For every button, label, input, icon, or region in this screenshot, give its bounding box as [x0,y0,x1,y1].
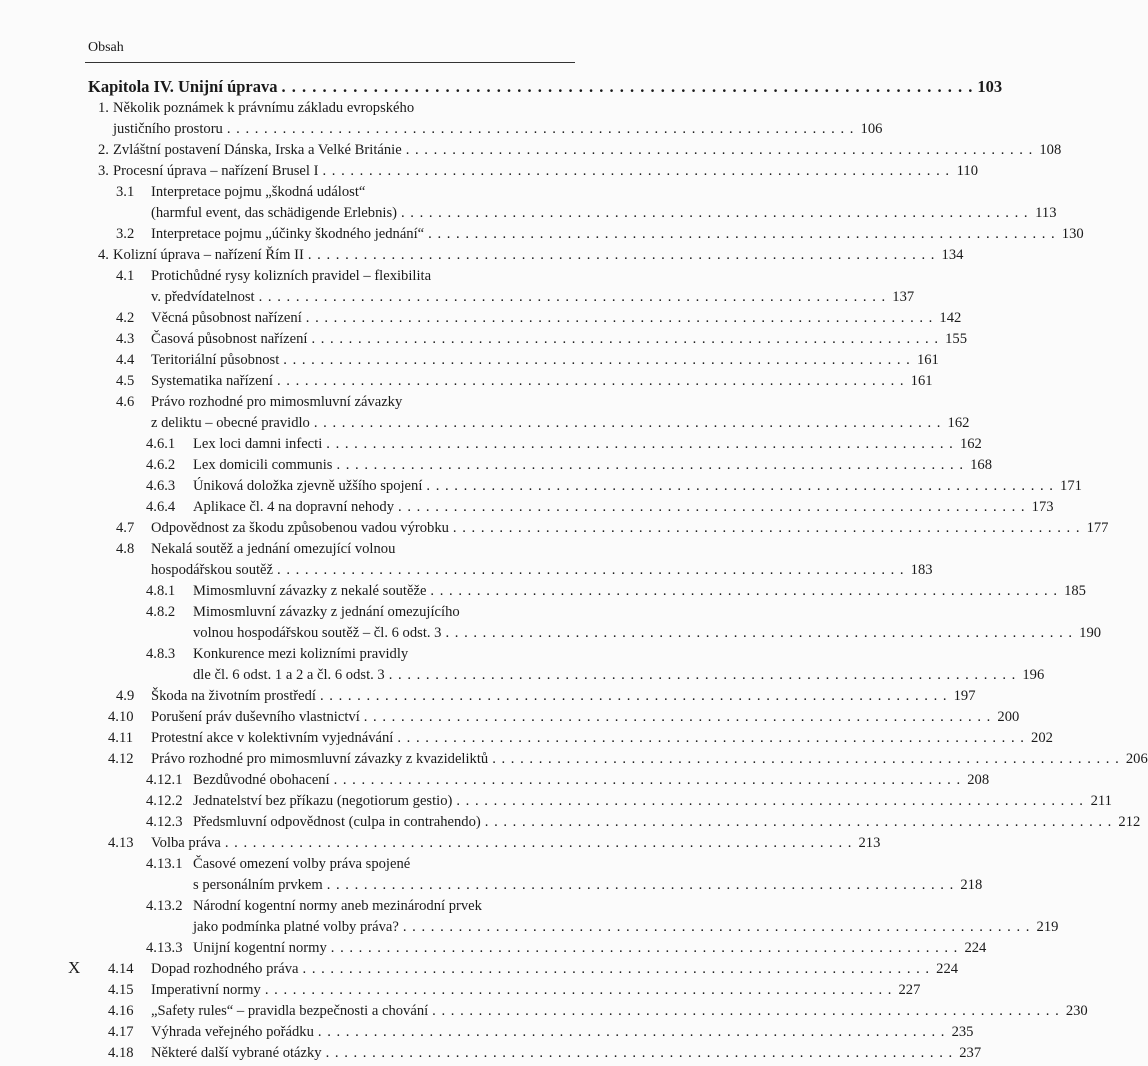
toc-page-number: 235 [951,1024,974,1040]
toc-entry-title: „Safety rules“ – pravidla bezpečnosti a chování [151,1003,429,1019]
toc-page-number: 206 [1125,751,1148,767]
table-of-contents [88,77,1148,1066]
toc-entry-title: Časová působnost nařízení [151,331,308,347]
dot-leader: . . . . . . . . . . . . . . . . . . . . . . . . . . . . . . . . . . . . . . . . . . . . . . . . . . . . . . . . . . . . . . . . . . . . [311,331,939,347]
toc-entry [88,814,1141,835]
toc-entry [88,940,987,961]
toc-page-number: 134 [941,247,964,263]
toc-entry-title: Úniková doložka zjevně užšího spojení [193,478,423,494]
toc-entry [88,1003,1088,1024]
dot-leader: . . . . . . . . . . . . . . . . . . . . . . . . . . . . . . . . . . . . . . . . . . . . . . . . . . . . . . . . . . . . . . . . . . . . [276,373,905,389]
toc-page-number: 162 [959,436,982,452]
dot-leader: . . . . . . . . . . . . . . . . . . . . . . . . . . . . . . . . . . . . . . . . . . . . . . . . . . . . . . . . . . . . . . . . . . . . [224,835,853,851]
toc-entry [88,520,1109,541]
toc-page-number: 137 [892,289,915,305]
dot-leader: . . . . . . . . . . . . . . . . . . . . . . . . . . . . . . . . . . . . . . . . . . . . . . . . . . . . . . . . . . . . . . . . . . . . [307,247,936,263]
toc-entry [88,982,921,1003]
toc-entry-title: s personálním prvkem [193,877,323,893]
toc-page-number: 202 [1031,730,1053,746]
toc-entry-title: Kapitola IV. Unijní úprava [88,77,278,96]
toc-entry-title: Mimosmluvní závazky z jednání omezujícího [193,604,460,620]
dot-leader: . . . . . . . . . . . . . . . . . . . . . . . . . . . . . . . . . . . . . . . . . . . . . . . . . . . . . . . . . . . . . . . . . . . . [333,772,962,788]
toc-entry-title: Škoda na životním prostředí [151,688,316,704]
toc-entry [88,625,1102,646]
toc-entry-number: 4.13.1 [146,856,183,872]
dot-leader: . . . . . . . . . . . . . . . . . . . . . . . . . . . . . . . . . . . . . . . . . . . . . . . . . . . . . . . . . . . . . . . . . . . . [319,688,948,704]
dot-leader: . . . . . . . . . . . . . . . . . . . . . . . . . . . . . . . . . . . . . . . . . . . . . . . . . . . . . . . . . . . . . . . . . . . . [325,1045,954,1061]
toc-entry-title: Předsmluvní odpovědnost (culpa in contrahendo) [193,814,481,830]
toc-chapter-heading [88,77,1003,100]
dot-leader: . . . . . . . . . . . . . . . . . . . . . . . . . . . . . . . . . . . . . . . . . . . . . . . . . . . . . . . . . . . . . . . . . . . . [405,142,1034,158]
toc-entry-number: 4.6.2 [146,457,176,473]
dot-leader: . . . . . . . . . . . . . . . . . . . . . . . . . . . . . . . . . . . . . . . . . . . . . . . . . . . . . . . . . . . . . . . . . . . . [398,499,1026,515]
dot-leader: . . . . . . . . . . . . . . . . . . . . . . . . . . . . . . . . . . . . . . . . . . . . . . . . . . . . . . . . . . . . . . . . . . . . [277,562,905,578]
toc-entry [88,919,1059,940]
toc-entry-number: 4.15 [108,982,134,998]
toc-entry-title: Protichůdné rysy kolizních pravidel – flexibilita [151,268,432,284]
toc-entry-title: Časové omezení volby práva spojené [193,856,411,872]
toc-page-number: 162 [947,415,970,431]
toc-entry [88,289,915,310]
toc-entry [88,877,983,898]
toc-entry-title: Teritoriální působnost [151,352,280,368]
toc-page-number: 230 [1065,1003,1088,1019]
toc-entry [88,688,976,709]
toc-entry [88,352,939,373]
toc-entry-number: 4.5 [116,373,135,389]
toc-entry-title: (harmful event, das schädigende Erlebnis) [151,205,397,221]
toc-entry [88,142,1062,163]
running-head: Obsah [88,40,124,55]
toc-entry [88,457,992,478]
dot-leader: . . . . . . . . . . . . . . . . . . . . . . . . . . . . . . . . . . . . . . . . . . . . . . . . . . . . . . . . . . . . . . . . . . . . [426,478,1054,494]
toc-page-number: 227 [898,982,921,998]
toc-entry-title: Výhrada veřejného pořádku [151,1024,314,1040]
toc-page-number: 237 [959,1045,982,1061]
toc-entry [88,898,573,919]
toc-entry-number: 4.8.3 [146,646,176,662]
toc-entry [88,394,573,415]
dot-leader: . . . . . . . . . . . . . . . . . . . . . . . . . . . . . . . . . . . . . . . . . . . . . . . . . . . . . . . . . . . . . . . . . . . . [281,77,974,96]
toc-page-number: 190 [1079,625,1102,641]
toc-entry-title: Kolizní úprava – nařízení Řím II [113,247,304,263]
toc-entry [88,499,1054,520]
toc-entry-title: Aplikace čl. 4 na dopravní nehody [193,499,395,515]
toc-page-number: 177 [1086,520,1109,536]
dot-leader: . . . . . . . . . . . . . . . . . . . . . . . . . . . . . . . . . . . . . . . . . . . . . . . . . . . . . . . . . . . . . . . . . . . . [302,961,931,977]
toc-entry-title: Odpovědnost za škodu způsobenou vadou výrobku [151,520,449,536]
toc-entry-number: 4.12 [108,751,134,767]
toc-page-number: 103 [977,77,1003,96]
toc-page-number: 183 [910,562,933,578]
dot-leader: . . . . . . . . . . . . . . . . . . . . . . . . . . . . . . . . . . . . . . . . . . . . . . . . . . . . . . . . . . . . . . . . . . . . [484,814,1113,830]
toc-entry [88,1045,982,1066]
toc-entry [88,772,990,793]
toc-entry-number: 4. [98,247,109,263]
toc-entry [88,184,573,205]
toc-entry-title: Zvláštní postavení Dánska, Irska a Velké Británie [113,142,402,158]
toc-entry [88,268,573,289]
toc-entry-number: 4.13 [108,835,134,851]
toc-entry-number: 4.6 [116,394,135,410]
toc-page-number: 200 [997,709,1020,725]
toc-entry-number: 4.6.1 [146,436,176,452]
toc-page-number: 106 [860,121,883,137]
toc-page-number: 219 [1036,919,1059,935]
toc-entry [88,730,1053,751]
toc-entry-number: 4.18 [108,1045,134,1061]
toc-entry [88,667,1045,688]
dot-leader: . . . . . . . . . . . . . . . . . . . . . . . . . . . . . . . . . . . . . . . . . . . . . . . . . . . . . . . . . . . . . . . . . . . . [456,793,1084,809]
dot-leader: . . . . . . . . . . . . . . . . . . . . . . . . . . . . . . . . . . . . . . . . . . . . . . . . . . . . . . . . . . . . . . . . . . . . [326,877,955,893]
toc-entry-number: 2. [98,142,109,158]
toc-entry-title: v. předvídatelnost [151,289,255,305]
toc-entry-number: 4.12.1 [146,772,183,788]
toc-entry-number: 1. [98,100,109,116]
toc-entry-title: Lex loci damni infecti [193,436,323,452]
toc-entry-title: Právo rozhodné pro mimosmluvní závazky z kvazideliktů [151,751,489,767]
toc-entry-title: Porušení práv duševního vlastnictví [151,709,360,725]
toc-entry [88,583,1086,604]
dot-leader: . . . . . . . . . . . . . . . . . . . . . . . . . . . . . . . . . . . . . . . . . . . . . . . . . . . . . . . . . . . . . . . . . . . . [313,415,942,431]
dot-leader: . . . . . . . . . . . . . . . . . . . . . . . . . . . . . . . . . . . . . . . . . . . . . . . . . . . . . . . . . . . . . . . . . . . . [330,940,959,956]
toc-entry-title: Volba práva [151,835,221,851]
dot-leader: . . . . . . . . . . . . . . . . . . . . . . . . . . . . . . . . . . . . . . . . . . . . . . . . . . . . . . . . . . . . . . . . . . . . [322,163,951,179]
toc-entry [88,205,1057,226]
toc-entry-title: Několik poznámek k právnímu základu evropského [113,100,415,116]
toc-page-number: 212 [1118,814,1141,830]
toc-entry-number: 4.7 [116,520,135,536]
toc-entry [88,478,1082,499]
toc-entry-title: Dopad rozhodného práva [151,961,299,977]
toc-page-number: 130 [1061,226,1084,242]
toc-page-number: 185 [1064,583,1086,599]
toc-entry-title: Protestní akce v kolektivním vyjednávání [151,730,394,746]
toc-entry-number: 3.2 [116,226,135,242]
toc-entry [88,310,962,331]
toc-page-number: 142 [939,310,962,326]
toc-entry [88,604,573,625]
toc-page-number: 218 [960,877,983,893]
dot-leader: . . . . . . . . . . . . . . . . . . . . . . . . . . . . . . . . . . . . . . . . . . . . . . . . . . . . . . . . . . . . . . . . . . . . [326,436,954,452]
toc-entry [88,331,967,352]
toc-entry-title: Imperativní normy [151,982,261,998]
toc-entry-title: Některé další vybrané otázky [151,1045,322,1061]
toc-entry-number: 4.9 [116,688,135,704]
toc-entry-number: 4.6.3 [146,478,176,494]
toc-entry-title: Právo rozhodné pro mimosmluvní závazky [151,394,403,410]
toc-entry [88,373,933,394]
dot-leader: . . . . . . . . . . . . . . . . . . . . . . . . . . . . . . . . . . . . . . . . . . . . . . . . . . . . . . . . . . . . . . . . . . . . [388,667,1017,683]
toc-entry-number: 3.1 [116,184,135,200]
toc-entry-number: 4.8.2 [146,604,176,620]
toc-entry-title: Interpretace pojmu „škodná událost“ [151,184,366,200]
toc-entry-number: 4.6.4 [146,499,176,515]
toc-page-number: 168 [970,457,992,473]
toc-entry-title: Interpretace pojmu „účinky škodného jednání“ [151,226,425,242]
dot-leader: . . . . . . . . . . . . . . . . . . . . . . . . . . . . . . . . . . . . . . . . . . . . . . . . . . . . . . . . . . . . . . . . . . . . [452,520,1081,536]
dot-leader: . . . . . . . . . . . . . . . . . . . . . . . . . . . . . . . . . . . . . . . . . . . . . . . . . . . . . . . . . . . . . . . . . . . . [305,310,934,326]
toc-entry-number: 4.13.2 [146,898,183,914]
toc-page-number: 110 [956,163,979,179]
toc-page-number: 213 [858,835,881,851]
toc-page-number: 224 [964,940,987,956]
toc-entry-number: 4.10 [108,709,134,725]
toc-entry [88,562,933,583]
dot-leader: . . . . . . . . . . . . . . . . . . . . . . . . . . . . . . . . . . . . . . . . . . . . . . . . . . . . . . . . . . . . . . . . . . . . [445,625,1074,641]
toc-page-number: 173 [1031,499,1054,515]
toc-entry-title: Národní kogentní normy aneb mezinárodní prvek [193,898,482,914]
toc-entry [88,751,1148,772]
toc-entry-title: Mimosmluvní závazky z nekalé soutěže [193,583,427,599]
toc-entry-number: 4.17 [108,1024,134,1040]
dot-leader: . . . . . . . . . . . . . . . . . . . . . . . . . . . . . . . . . . . . . . . . . . . . . . . . . . . . . . . . . . . . . . . . . . . . [283,352,911,368]
toc-entry-title: volnou hospodářskou soutěž – čl. 6 odst. 3 [193,625,442,641]
toc-entry [88,163,979,184]
toc-entry-title: z deliktu – obecné pravidlo [151,415,310,431]
toc-page-number: 161 [916,352,939,368]
toc-entry-title: dle čl. 6 odst. 1 a 2 a čl. 6 odst. 3 [193,667,385,683]
toc-page-number: 113 [1035,205,1057,221]
dot-leader: . . . . . . . . . . . . . . . . . . . . . . . . . . . . . . . . . . . . . . . . . . . . . . . . . . . . . . . . . . . . . . . . . . . . [336,457,964,473]
toc-page-number: 161 [910,373,933,389]
dot-leader: . . . . . . . . . . . . . . . . . . . . . . . . . . . . . . . . . . . . . . . . . . . . . . . . . . . . . . . . . . . . . . . . . . . . [402,919,1031,935]
toc-entry [88,709,1020,730]
toc-entry [88,835,881,856]
toc-page-number: 211 [1090,793,1112,809]
dot-leader: . . . . . . . . . . . . . . . . . . . . . . . . . . . . . . . . . . . . . . . . . . . . . . . . . . . . . . . . . . . . . . . . . . . . [264,982,893,998]
toc-entry-number: 4.8 [116,541,135,557]
toc-entry [88,541,573,562]
toc-entry-title: Nekalá soutěž a jednání omezující volnou [151,541,396,557]
toc-entry-number: 4.12.2 [146,793,183,809]
toc-entry-title: Lex domicili communis [193,457,333,473]
toc-entry-number: 4.11 [108,730,133,746]
dot-leader: . . . . . . . . . . . . . . . . . . . . . . . . . . . . . . . . . . . . . . . . . . . . . . . . . . . . . . . . . . . . . . . . . . . . [430,583,1058,599]
page-folio: X [68,958,81,977]
dot-leader: . . . . . . . . . . . . . . . . . . . . . . . . . . . . . . . . . . . . . . . . . . . . . . . . . . . . . . . . . . . . . . . . . . . . [397,730,1025,746]
dot-leader: . . . . . . . . . . . . . . . . . . . . . . . . . . . . . . . . . . . . . . . . . . . . . . . . . . . . . . . . . . . . . . . . . . . . [432,1003,1060,1019]
toc-entry [88,415,970,436]
toc-entry [88,121,883,142]
dot-leader: . . . . . . . . . . . . . . . . . . . . . . . . . . . . . . . . . . . . . . . . . . . . . . . . . . . . . . . . . . . . . . . . . . . . [428,226,1056,242]
toc-page-number: 208 [967,772,990,788]
header-rule [85,62,575,63]
toc-entry-title: Procesní úprava – nařízení Brusel I [113,163,319,179]
toc-entry-title: Jednatelství bez příkazu (negotiorum gestio) [193,793,453,809]
toc-entry [88,793,1112,814]
toc-entry-title: justičního prostoru [113,121,223,137]
dot-leader: . . . . . . . . . . . . . . . . . . . . . . . . . . . . . . . . . . . . . . . . . . . . . . . . . . . . . . . . . . . . . . . . . . . . [492,751,1120,767]
toc-entry [88,100,573,121]
toc-entry-title: hospodářskou soutěž [151,562,274,578]
toc-entry-number: 4.8.1 [146,583,176,599]
dot-leader: . . . . . . . . . . . . . . . . . . . . . . . . . . . . . . . . . . . . . . . . . . . . . . . . . . . . . . . . . . . . . . . . . . . . [400,205,1029,221]
dot-leader: . . . . . . . . . . . . . . . . . . . . . . . . . . . . . . . . . . . . . . . . . . . . . . . . . . . . . . . . . . . . . . . . . . . . [226,121,855,137]
toc-entry-title: Systematika nařízení [151,373,273,389]
toc-entry [88,961,959,982]
toc-page-number: 155 [945,331,967,347]
toc-entry-number: 4.2 [116,310,135,326]
toc-entry-number: 4.14 [108,961,134,977]
toc-entry-title: Unijní kogentní normy [193,940,327,956]
toc-page-number: 197 [953,688,976,704]
toc-entry [88,247,964,268]
toc-entry-number: 4.1 [116,268,135,284]
dot-leader: . . . . . . . . . . . . . . . . . . . . . . . . . . . . . . . . . . . . . . . . . . . . . . . . . . . . . . . . . . . . . . . . . . . . [258,289,887,305]
toc-entry-number: 3. [98,163,109,179]
toc-entry [88,226,1084,247]
toc-entry [88,646,573,667]
toc-page-number: 196 [1022,667,1045,683]
toc-entry [88,1024,974,1045]
toc-entry-title: Věcná působnost nařízení [151,310,302,326]
toc-entry-number: 4.4 [116,352,135,368]
toc-entry [88,856,573,877]
toc-entry [88,436,982,457]
toc-entry-title: jako podmínka platné volby práva? [193,919,399,935]
toc-page-number: 108 [1039,142,1062,158]
toc-entry-number: 4.12.3 [146,814,183,830]
toc-page-number: 224 [936,961,959,977]
toc-entry-title: Konkurence mezi kolizními pravidly [193,646,409,662]
dot-leader: . . . . . . . . . . . . . . . . . . . . . . . . . . . . . . . . . . . . . . . . . . . . . . . . . . . . . . . . . . . . . . . . . . . . [363,709,992,725]
dot-leader: . . . . . . . . . . . . . . . . . . . . . . . . . . . . . . . . . . . . . . . . . . . . . . . . . . . . . . . . . . . . . . . . . . . . [317,1024,946,1040]
toc-entry-number: 4.3 [116,331,135,347]
toc-page-number: 171 [1060,478,1082,494]
toc-entry-number: 4.13.3 [146,940,183,956]
toc-entry-title: Bezdůvodné obohacení [193,772,330,788]
toc-entry-number: 4.16 [108,1003,134,1019]
